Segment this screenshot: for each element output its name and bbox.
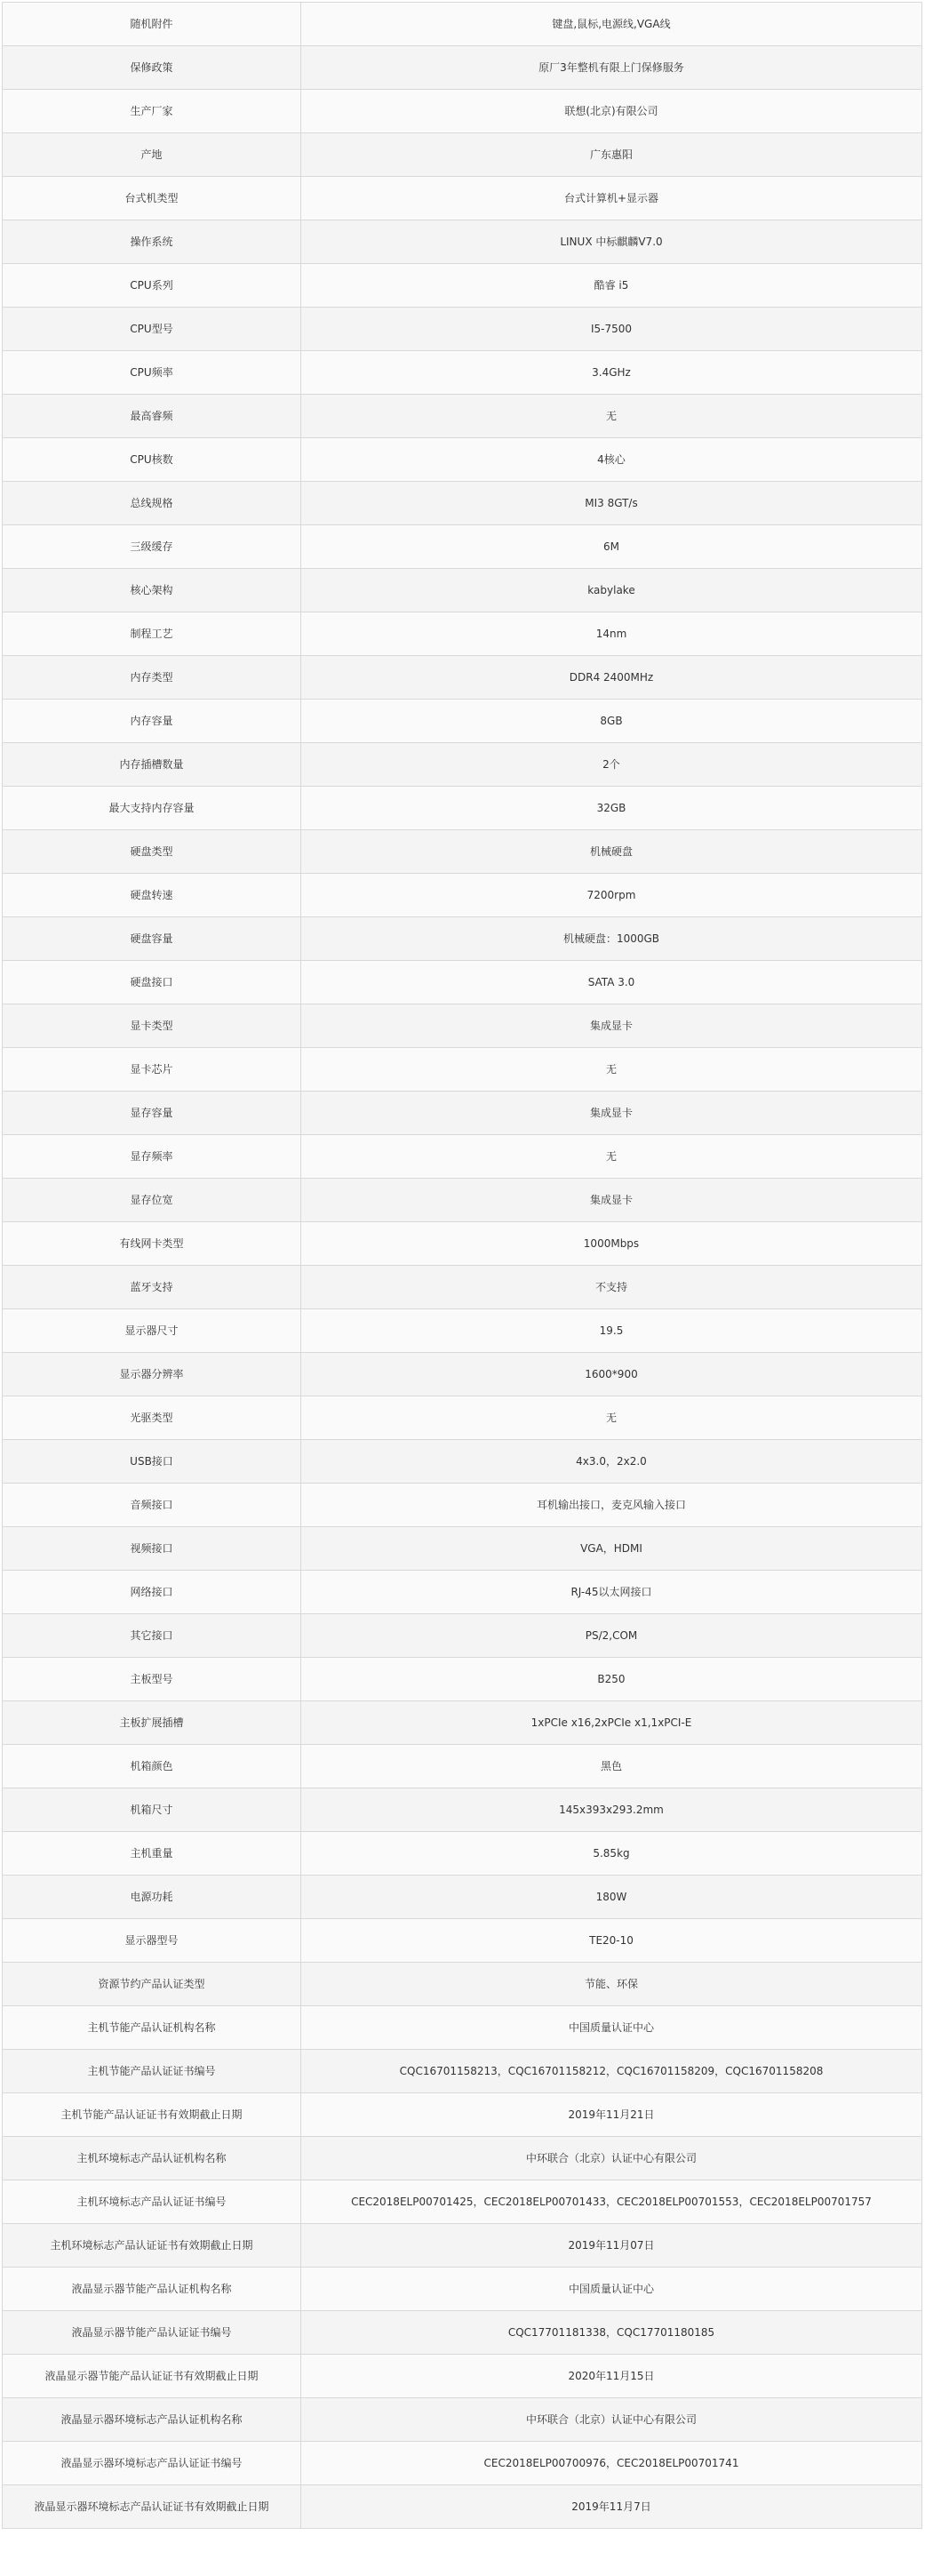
spec-name-cell: 操作系统	[3, 220, 301, 264]
table-row	[3, 46, 922, 90]
spec-name-cell: 其它接口	[3, 1614, 301, 1658]
spec-name-cell: 液晶显示器环境标志产品认证证书编号	[3, 2442, 301, 2485]
spec-value-cell: 台式计算机+显示器	[301, 177, 922, 220]
spec-value-cell: 无	[301, 1048, 922, 1092]
spec-value-cell: 32GB	[301, 787, 922, 830]
spec-value-cell: kabylake	[301, 569, 922, 612]
spec-name-cell: 网络接口	[3, 1571, 301, 1614]
spec-name-cell: 显示器分辨率	[3, 1353, 301, 1396]
table-row	[3, 1048, 922, 1092]
table-row	[3, 1309, 922, 1353]
spec-value-cell: 14nm	[301, 612, 922, 656]
table-row	[3, 395, 922, 438]
spec-value-cell: 145x393x293.2mm	[301, 1788, 922, 1832]
spec-value-cell: 4x3.0，2x2.0	[301, 1440, 922, 1484]
spec-name-cell: CPU频率	[3, 351, 301, 395]
table-row	[3, 2137, 922, 2180]
table-row	[3, 1484, 922, 1527]
spec-name-cell: 主机环境标志产品认证证书有效期截止日期	[3, 2224, 301, 2268]
spec-name-cell: 三级缓存	[3, 525, 301, 569]
table-row	[3, 1876, 922, 1919]
table-row	[3, 1614, 922, 1658]
table-row	[3, 656, 922, 700]
spec-name-cell: 液晶显示器节能产品认证机构名称	[3, 2268, 301, 2311]
spec-name-cell: 视频接口	[3, 1527, 301, 1571]
table-row	[3, 743, 922, 787]
spec-value-cell: CQC16701158213，CQC16701158212，CQC16701158209，CQC16701158208	[301, 2050, 922, 2093]
spec-name-cell: 有线网卡类型	[3, 1222, 301, 1266]
spec-value-cell: VGA，HDMI	[301, 1527, 922, 1571]
spec-value-cell: DDR4 2400MHz	[301, 656, 922, 700]
spec-value-cell: 无	[301, 1135, 922, 1179]
spec-name-cell: 主机节能产品认证证书编号	[3, 2050, 301, 2093]
table-row	[3, 1179, 922, 1222]
spec-name-cell: 主机节能产品认证机构名称	[3, 2006, 301, 2050]
table-row	[3, 1222, 922, 1266]
spec-value-cell: 4核心	[301, 438, 922, 482]
spec-name-cell: 硬盘类型	[3, 830, 301, 874]
table-row	[3, 1135, 922, 1179]
table-row	[3, 1266, 922, 1309]
spec-value-cell: CQC17701181338，CQC17701180185	[301, 2311, 922, 2355]
spec-value-cell: CEC2018ELP00701425，CEC2018ELP00701433，CEC2018ELP00701553，CEC2018ELP00701757	[301, 2180, 922, 2224]
table-row	[3, 2355, 922, 2398]
spec-value-cell: MI3 8GT/s	[301, 482, 922, 525]
spec-value-cell: 广东惠阳	[301, 133, 922, 177]
spec-name-cell: 机箱颜色	[3, 1745, 301, 1788]
table-row	[3, 2268, 922, 2311]
spec-name-cell: 主机节能产品认证证书有效期截止日期	[3, 2093, 301, 2137]
spec-name-cell: CPU核数	[3, 438, 301, 482]
table-row	[3, 2093, 922, 2137]
spec-name-cell: 内存类型	[3, 656, 301, 700]
table-row	[3, 1527, 922, 1571]
spec-name-cell: 主板扩展插槽	[3, 1701, 301, 1745]
spec-name-cell: 主机环境标志产品认证证书编号	[3, 2180, 301, 2224]
table-row	[3, 1571, 922, 1614]
spec-value-cell: 180W	[301, 1876, 922, 1919]
spec-name-cell: 显卡芯片	[3, 1048, 301, 1092]
table-row	[3, 917, 922, 961]
spec-name-cell: 生产厂家	[3, 90, 301, 133]
spec-value-cell: 键盘,鼠标,电源线,VGA线	[301, 3, 922, 46]
spec-value-cell: 2019年11月21日	[301, 2093, 922, 2137]
spec-name-cell: 液晶显示器环境标志产品认证机构名称	[3, 2398, 301, 2442]
table-row	[3, 1963, 922, 2006]
spec-name-cell: 显存频率	[3, 1135, 301, 1179]
table-row	[3, 1658, 922, 1701]
spec-value-cell: 7200rpm	[301, 874, 922, 917]
spec-value-cell: 6M	[301, 525, 922, 569]
table-row	[3, 1919, 922, 1963]
table-row	[3, 612, 922, 656]
table-row	[3, 2311, 922, 2355]
spec-value-cell: 集成显卡	[301, 1092, 922, 1135]
spec-name-cell: 机箱尺寸	[3, 1788, 301, 1832]
spec-value-cell: 8GB	[301, 700, 922, 743]
table-row	[3, 2224, 922, 2268]
table-row	[3, 525, 922, 569]
table-row	[3, 787, 922, 830]
table-row	[3, 1701, 922, 1745]
spec-name-cell: 内存容量	[3, 700, 301, 743]
table-row	[3, 569, 922, 612]
table-row	[3, 1004, 922, 1048]
spec-name-cell: 音频接口	[3, 1484, 301, 1527]
spec-value-cell: LINUX 中标麒麟V7.0	[301, 220, 922, 264]
spec-name-cell: 核心架构	[3, 569, 301, 612]
table-row	[3, 2006, 922, 2050]
table-row	[3, 961, 922, 1004]
table-row	[3, 90, 922, 133]
spec-name-cell: 台式机类型	[3, 177, 301, 220]
spec-value-cell: 原厂3年整机有限上门保修服务	[301, 46, 922, 90]
spec-value-cell: PS/2,COM	[301, 1614, 922, 1658]
spec-value-cell: 1600*900	[301, 1353, 922, 1396]
spec-value-cell: I5-7500	[301, 308, 922, 351]
spec-value-cell: 无	[301, 1396, 922, 1440]
spec-name-cell: 硬盘接口	[3, 961, 301, 1004]
spec-name-cell: 显示器尺寸	[3, 1309, 301, 1353]
spec-name-cell: 内存插槽数量	[3, 743, 301, 787]
spec-name-cell: 液晶显示器节能产品认证证书有效期截止日期	[3, 2355, 301, 2398]
spec-value-cell: 1xPCIe x16,2xPCIe x1,1xPCI-E	[301, 1701, 922, 1745]
table-row	[3, 1396, 922, 1440]
spec-value-cell: 1000Mbps	[301, 1222, 922, 1266]
table-row	[3, 1745, 922, 1788]
spec-name-cell: 最高睿频	[3, 395, 301, 438]
spec-value-cell: 节能、环保	[301, 1963, 922, 2006]
spec-value-cell: 联想(北京)有限公司	[301, 90, 922, 133]
spec-name-cell: USB接口	[3, 1440, 301, 1484]
table-row	[3, 1832, 922, 1876]
spec-name-cell: 液晶显示器环境标志产品认证证书有效期截止日期	[3, 2485, 301, 2529]
spec-name-cell: 显存位宽	[3, 1179, 301, 1222]
spec-value-cell: 集成显卡	[301, 1179, 922, 1222]
table-row	[3, 2485, 922, 2529]
spec-name-cell: 主机环境标志产品认证机构名称	[3, 2137, 301, 2180]
table-row	[3, 177, 922, 220]
spec-value-cell: 5.85kg	[301, 1832, 922, 1876]
spec-value-cell: 机械硬盘：1000GB	[301, 917, 922, 961]
table-row	[3, 1440, 922, 1484]
table-row	[3, 308, 922, 351]
spec-value-cell: 不支持	[301, 1266, 922, 1309]
spec-value-cell: SATA 3.0	[301, 961, 922, 1004]
table-row	[3, 264, 922, 308]
spec-value-cell: 3.4GHz	[301, 351, 922, 395]
spec-value-cell: 耳机输出接口，麦克风输入接口	[301, 1484, 922, 1527]
spec-name-cell: 最大支持内存容量	[3, 787, 301, 830]
spec-name-cell: 电源功耗	[3, 1876, 301, 1919]
spec-name-cell: 制程工艺	[3, 612, 301, 656]
spec-name-cell: 硬盘容量	[3, 917, 301, 961]
spec-value-cell: 中国质量认证中心	[301, 2006, 922, 2050]
spec-name-cell: CPU系列	[3, 264, 301, 308]
spec-value-cell: 2个	[301, 743, 922, 787]
spec-value-cell: B250	[301, 1658, 922, 1701]
table-row	[3, 1788, 922, 1832]
table-row	[3, 351, 922, 395]
spec-name-cell: CPU型号	[3, 308, 301, 351]
spec-name-cell: 主机重量	[3, 1832, 301, 1876]
table-row	[3, 133, 922, 177]
spec-value-cell: RJ-45以太网接口	[301, 1571, 922, 1614]
spec-table	[2, 2, 922, 2529]
spec-value-cell: 2020年11月15日	[301, 2355, 922, 2398]
table-row	[3, 482, 922, 525]
spec-name-cell: 蓝牙支持	[3, 1266, 301, 1309]
spec-value-cell: 2019年11月7日	[301, 2485, 922, 2529]
spec-value-cell: 黑色	[301, 1745, 922, 1788]
spec-name-cell: 硬盘转速	[3, 874, 301, 917]
table-row	[3, 1092, 922, 1135]
spec-name-cell: 随机附件	[3, 3, 301, 46]
table-row	[3, 2180, 922, 2224]
spec-name-cell: 保修政策	[3, 46, 301, 90]
spec-name-cell: 显示器型号	[3, 1919, 301, 1963]
table-row	[3, 220, 922, 264]
spec-name-cell: 产地	[3, 133, 301, 177]
spec-name-cell: 光驱类型	[3, 1396, 301, 1440]
spec-name-cell: 主板型号	[3, 1658, 301, 1701]
table-row	[3, 830, 922, 874]
spec-value-cell: 酷睿 i5	[301, 264, 922, 308]
table-row	[3, 2442, 922, 2485]
spec-value-cell: 集成显卡	[301, 1004, 922, 1048]
spec-name-cell: 资源节约产品认证类型	[3, 1963, 301, 2006]
spec-name-cell: 总线规格	[3, 482, 301, 525]
spec-value-cell: CEC2018ELP00700976，CEC2018ELP00701741	[301, 2442, 922, 2485]
spec-value-cell: 中环联合（北京）认证中心有限公司	[301, 2137, 922, 2180]
table-row	[3, 700, 922, 743]
table-row	[3, 874, 922, 917]
table-row	[3, 2398, 922, 2442]
spec-value-cell: 2019年11月07日	[301, 2224, 922, 2268]
spec-value-cell: 机械硬盘	[301, 830, 922, 874]
spec-value-cell: TE20-10	[301, 1919, 922, 1963]
spec-table-body	[3, 3, 922, 2529]
spec-name-cell: 液晶显示器节能产品认证证书编号	[3, 2311, 301, 2355]
spec-name-cell: 显存容量	[3, 1092, 301, 1135]
spec-value-cell: 19.5	[301, 1309, 922, 1353]
table-row	[3, 1353, 922, 1396]
table-row	[3, 3, 922, 46]
spec-value-cell: 无	[301, 395, 922, 438]
table-row	[3, 438, 922, 482]
spec-name-cell: 显卡类型	[3, 1004, 301, 1048]
table-row	[3, 2050, 922, 2093]
spec-value-cell: 中国质量认证中心	[301, 2268, 922, 2311]
spec-value-cell: 中环联合（北京）认证中心有限公司	[301, 2398, 922, 2442]
